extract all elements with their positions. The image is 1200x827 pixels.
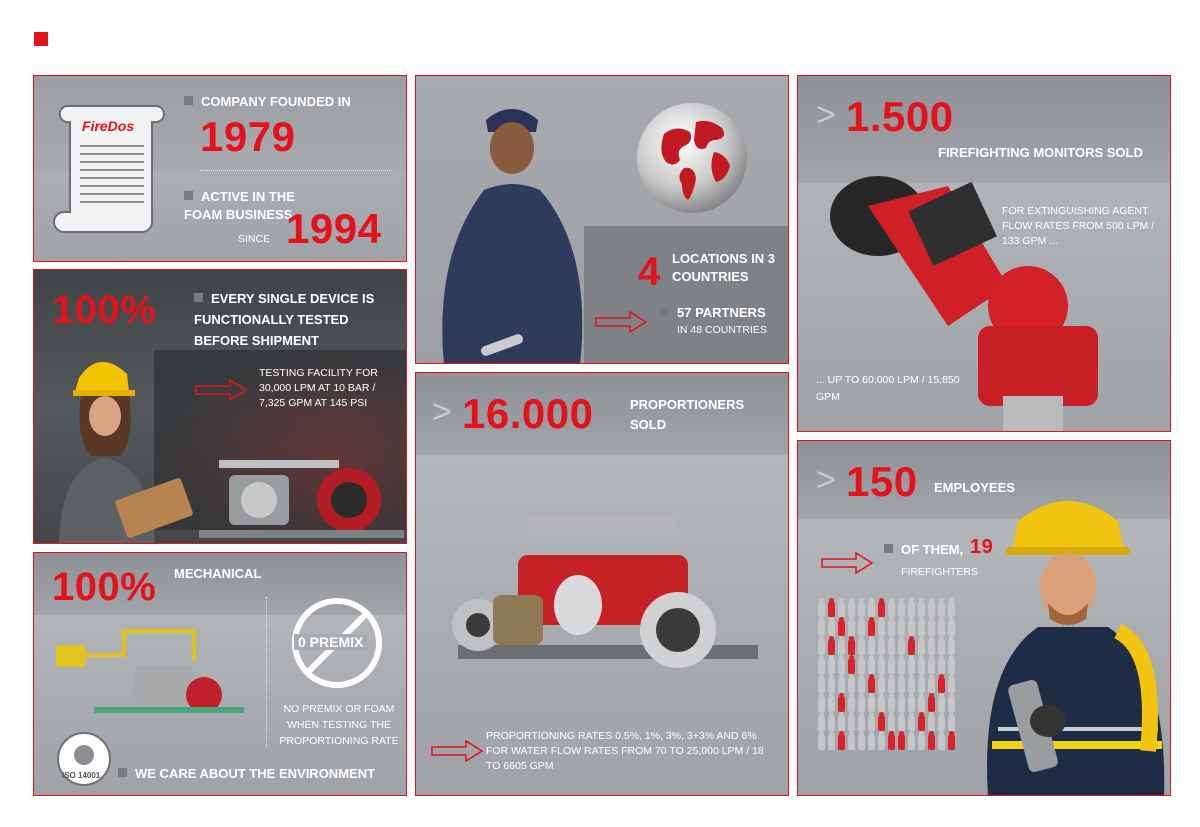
panel-proportioners [415, 372, 789, 796]
person-icon [868, 734, 875, 750]
person-icon [938, 734, 945, 750]
person-icon [918, 734, 925, 750]
person-icon [928, 734, 935, 750]
corner-marker [34, 32, 48, 46]
person-icon [908, 734, 915, 750]
person-icon [948, 639, 955, 655]
person-icon [848, 715, 855, 731]
foam-since: SINCE [238, 233, 271, 245]
person-icon [838, 734, 845, 750]
person-icon [868, 620, 875, 636]
person-icon [888, 601, 895, 617]
person-icon [828, 658, 835, 674]
person-icon [828, 601, 835, 617]
iso-label: ISO 14001 [62, 771, 101, 780]
person-icon [898, 601, 905, 617]
person-icon [858, 677, 865, 693]
person-icon [898, 658, 905, 674]
person-icon [948, 620, 955, 636]
person-icon [918, 715, 925, 731]
firefighter-figure [978, 491, 1171, 796]
more-than-symbol: > [816, 96, 836, 134]
person-icon [938, 715, 945, 731]
person-icon [868, 639, 875, 655]
person-icon [908, 658, 915, 674]
person-icon [898, 696, 905, 712]
person-icon [918, 620, 925, 636]
partners-label: 57 PARTNERS [660, 304, 766, 322]
person-icon [858, 620, 865, 636]
person-icon [918, 677, 925, 693]
divider [200, 170, 392, 171]
partners-sub: IN 48 COUNTRIES [677, 324, 767, 336]
panel-monitors [797, 75, 1171, 432]
person-icon [878, 639, 885, 655]
founded-label: COMPANY FOUNDED IN [184, 93, 351, 111]
person-icon [878, 658, 885, 674]
panel-mechanical [33, 552, 407, 796]
person-icon [848, 696, 855, 712]
person-icon [838, 696, 845, 712]
person-icon [818, 658, 825, 674]
person-icon [938, 620, 945, 636]
locations-count: 4 [638, 250, 661, 294]
person-icon [878, 620, 885, 636]
test-rig-machine [199, 440, 404, 544]
founded-year: 1979 [200, 113, 296, 160]
mechanical-label: MECHANICAL [174, 566, 262, 581]
person-icon [918, 696, 925, 712]
person-icon [928, 715, 935, 731]
person-icon [888, 677, 895, 693]
testing-label: EVERY SINGLE DEVICE IS FUNCTIONALLY TESTED BEFORE SHIPMENT [194, 291, 375, 348]
person-icon [828, 639, 835, 655]
foam-year: 1994 [286, 205, 382, 252]
person-icon [828, 677, 835, 693]
person-icon [878, 734, 885, 750]
proportioner-image [438, 485, 768, 695]
person-icon [938, 696, 945, 712]
more-than-symbol: > [816, 461, 836, 499]
person-icon [878, 677, 885, 693]
monitors-count: 1.500 [846, 93, 954, 140]
person-icon [878, 601, 885, 617]
person-icon [858, 715, 865, 731]
person-icon [928, 601, 935, 617]
arrow-icon [594, 310, 650, 334]
person-icon [898, 620, 905, 636]
person-icon [908, 601, 915, 617]
person-icon [848, 658, 855, 674]
inspector-woman-figure [39, 338, 204, 544]
monitors-flow-from: FOR EXTINGUISHING AGENT FLOW RATES FROM 500 LPM / 133 GPM ... [1002, 205, 1155, 247]
person-icon [848, 677, 855, 693]
person-icon [878, 715, 885, 731]
person-icon [848, 734, 855, 750]
person-icon [858, 734, 865, 750]
panel-locations [415, 75, 789, 364]
person-icon [898, 734, 905, 750]
person-icon [858, 601, 865, 617]
person-icon [838, 639, 845, 655]
person-icon [938, 601, 945, 617]
person-icon [908, 696, 915, 712]
person-icon [818, 715, 825, 731]
person-icon [938, 658, 945, 674]
person-icon [818, 620, 825, 636]
person-icon [868, 696, 875, 712]
person-icon [818, 696, 825, 712]
testing-percent: 100% [52, 288, 157, 332]
arrow-icon [820, 551, 876, 575]
person-icon [828, 620, 835, 636]
firefighters-of-them: OF THEM, [884, 541, 963, 559]
person-icon [838, 677, 845, 693]
person-icon [948, 677, 955, 693]
proportioners-label: PROPORTIONERS SOLD [630, 397, 745, 432]
person-icon [828, 734, 835, 750]
person-icon [848, 601, 855, 617]
globe-icon [634, 100, 750, 216]
employees-count: 150 [846, 458, 918, 505]
person-icon [818, 601, 825, 617]
person-icon [818, 639, 825, 655]
person-icon [888, 715, 895, 731]
person-icon [868, 601, 875, 617]
person-icon [918, 658, 925, 674]
person-icon [858, 639, 865, 655]
person-icon [898, 677, 905, 693]
person-icon [888, 658, 895, 674]
person-icon [888, 639, 895, 655]
premix-note: NO PREMIX OR FOAM WHEN TESTING THE PROPORTIONING RATE [279, 703, 399, 747]
proportioners-count: 16.000 [462, 390, 594, 437]
person-icon [818, 734, 825, 750]
person-icon [888, 620, 895, 636]
person-icon [818, 677, 825, 693]
testing-facility: TESTING FACILITY FOR 30,000 LPM AT 10 BAR / 7,325 GPM AT 145 PSI [259, 367, 378, 409]
mechanical-proportioner-image [54, 615, 254, 725]
person-icon [938, 677, 945, 693]
proportioners-note: PROPORTIONING RATES 0.5%, 1%, 3%, 3+3% AND 6% FOR WATER FLOW RATES FROM 70 TO 25,000 LPM / 18 TO 6605 GPM [486, 730, 764, 772]
person-icon [838, 620, 845, 636]
person-icon [858, 658, 865, 674]
person-icon [908, 677, 915, 693]
person-icon [868, 715, 875, 731]
locations-box [584, 226, 789, 364]
person-icon [948, 601, 955, 617]
environment-label: WE CARE ABOUT THE ENVIRONMENT [118, 765, 375, 783]
person-icon [828, 715, 835, 731]
person-icon [928, 696, 935, 712]
panel-employees [797, 440, 1171, 796]
person-icon [878, 696, 885, 712]
person-icon [938, 639, 945, 655]
person-icon [888, 734, 895, 750]
person-icon [948, 696, 955, 712]
locations-label: LOCATIONS IN 3 COUNTRIES [672, 251, 776, 284]
person-icon [918, 639, 925, 655]
monitors-label: FIREFIGHTING MONITORS SOLD [938, 145, 1143, 160]
person-icon [868, 677, 875, 693]
person-icon [848, 639, 855, 655]
person-icon [898, 639, 905, 655]
person-icon [948, 658, 955, 674]
firefighters-label: FIREFIGHTERS [901, 566, 979, 578]
person-icon [918, 601, 925, 617]
employees-people-chart [818, 601, 958, 753]
mechanical-percent: 100% [52, 565, 157, 609]
person-icon [928, 677, 935, 693]
panel-founded [33, 75, 407, 262]
person-icon [908, 639, 915, 655]
person-icon [838, 658, 845, 674]
monitors-flow-to: ... UP TO 60,000 LPM / 15,850 GPM [816, 374, 960, 403]
mechanic-man-figure [424, 90, 594, 364]
premix-badge-text: 0 PREMIX [294, 634, 367, 650]
person-icon [828, 696, 835, 712]
employees-label: EMPLOYEES [934, 480, 1015, 495]
person-icon [908, 620, 915, 636]
person-icon [898, 715, 905, 731]
foam-label: ACTIVE IN THE FOAM BUSINESS [184, 189, 295, 222]
firefighters-count: 19 [970, 536, 994, 558]
person-icon [838, 601, 845, 617]
person-icon [908, 715, 915, 731]
person-icon [928, 639, 935, 655]
person-icon [948, 715, 955, 731]
person-icon [848, 620, 855, 636]
person-icon [888, 696, 895, 712]
more-than-symbol: > [432, 393, 452, 431]
vertical-divider [266, 597, 267, 747]
arrow-icon [430, 739, 486, 763]
person-icon [868, 658, 875, 674]
panel-testing [33, 269, 407, 544]
person-icon [948, 734, 955, 750]
person-icon [928, 658, 935, 674]
person-icon [838, 715, 845, 731]
person-icon [928, 620, 935, 636]
firedos-logo: FireDos [82, 118, 135, 134]
person-icon [858, 696, 865, 712]
